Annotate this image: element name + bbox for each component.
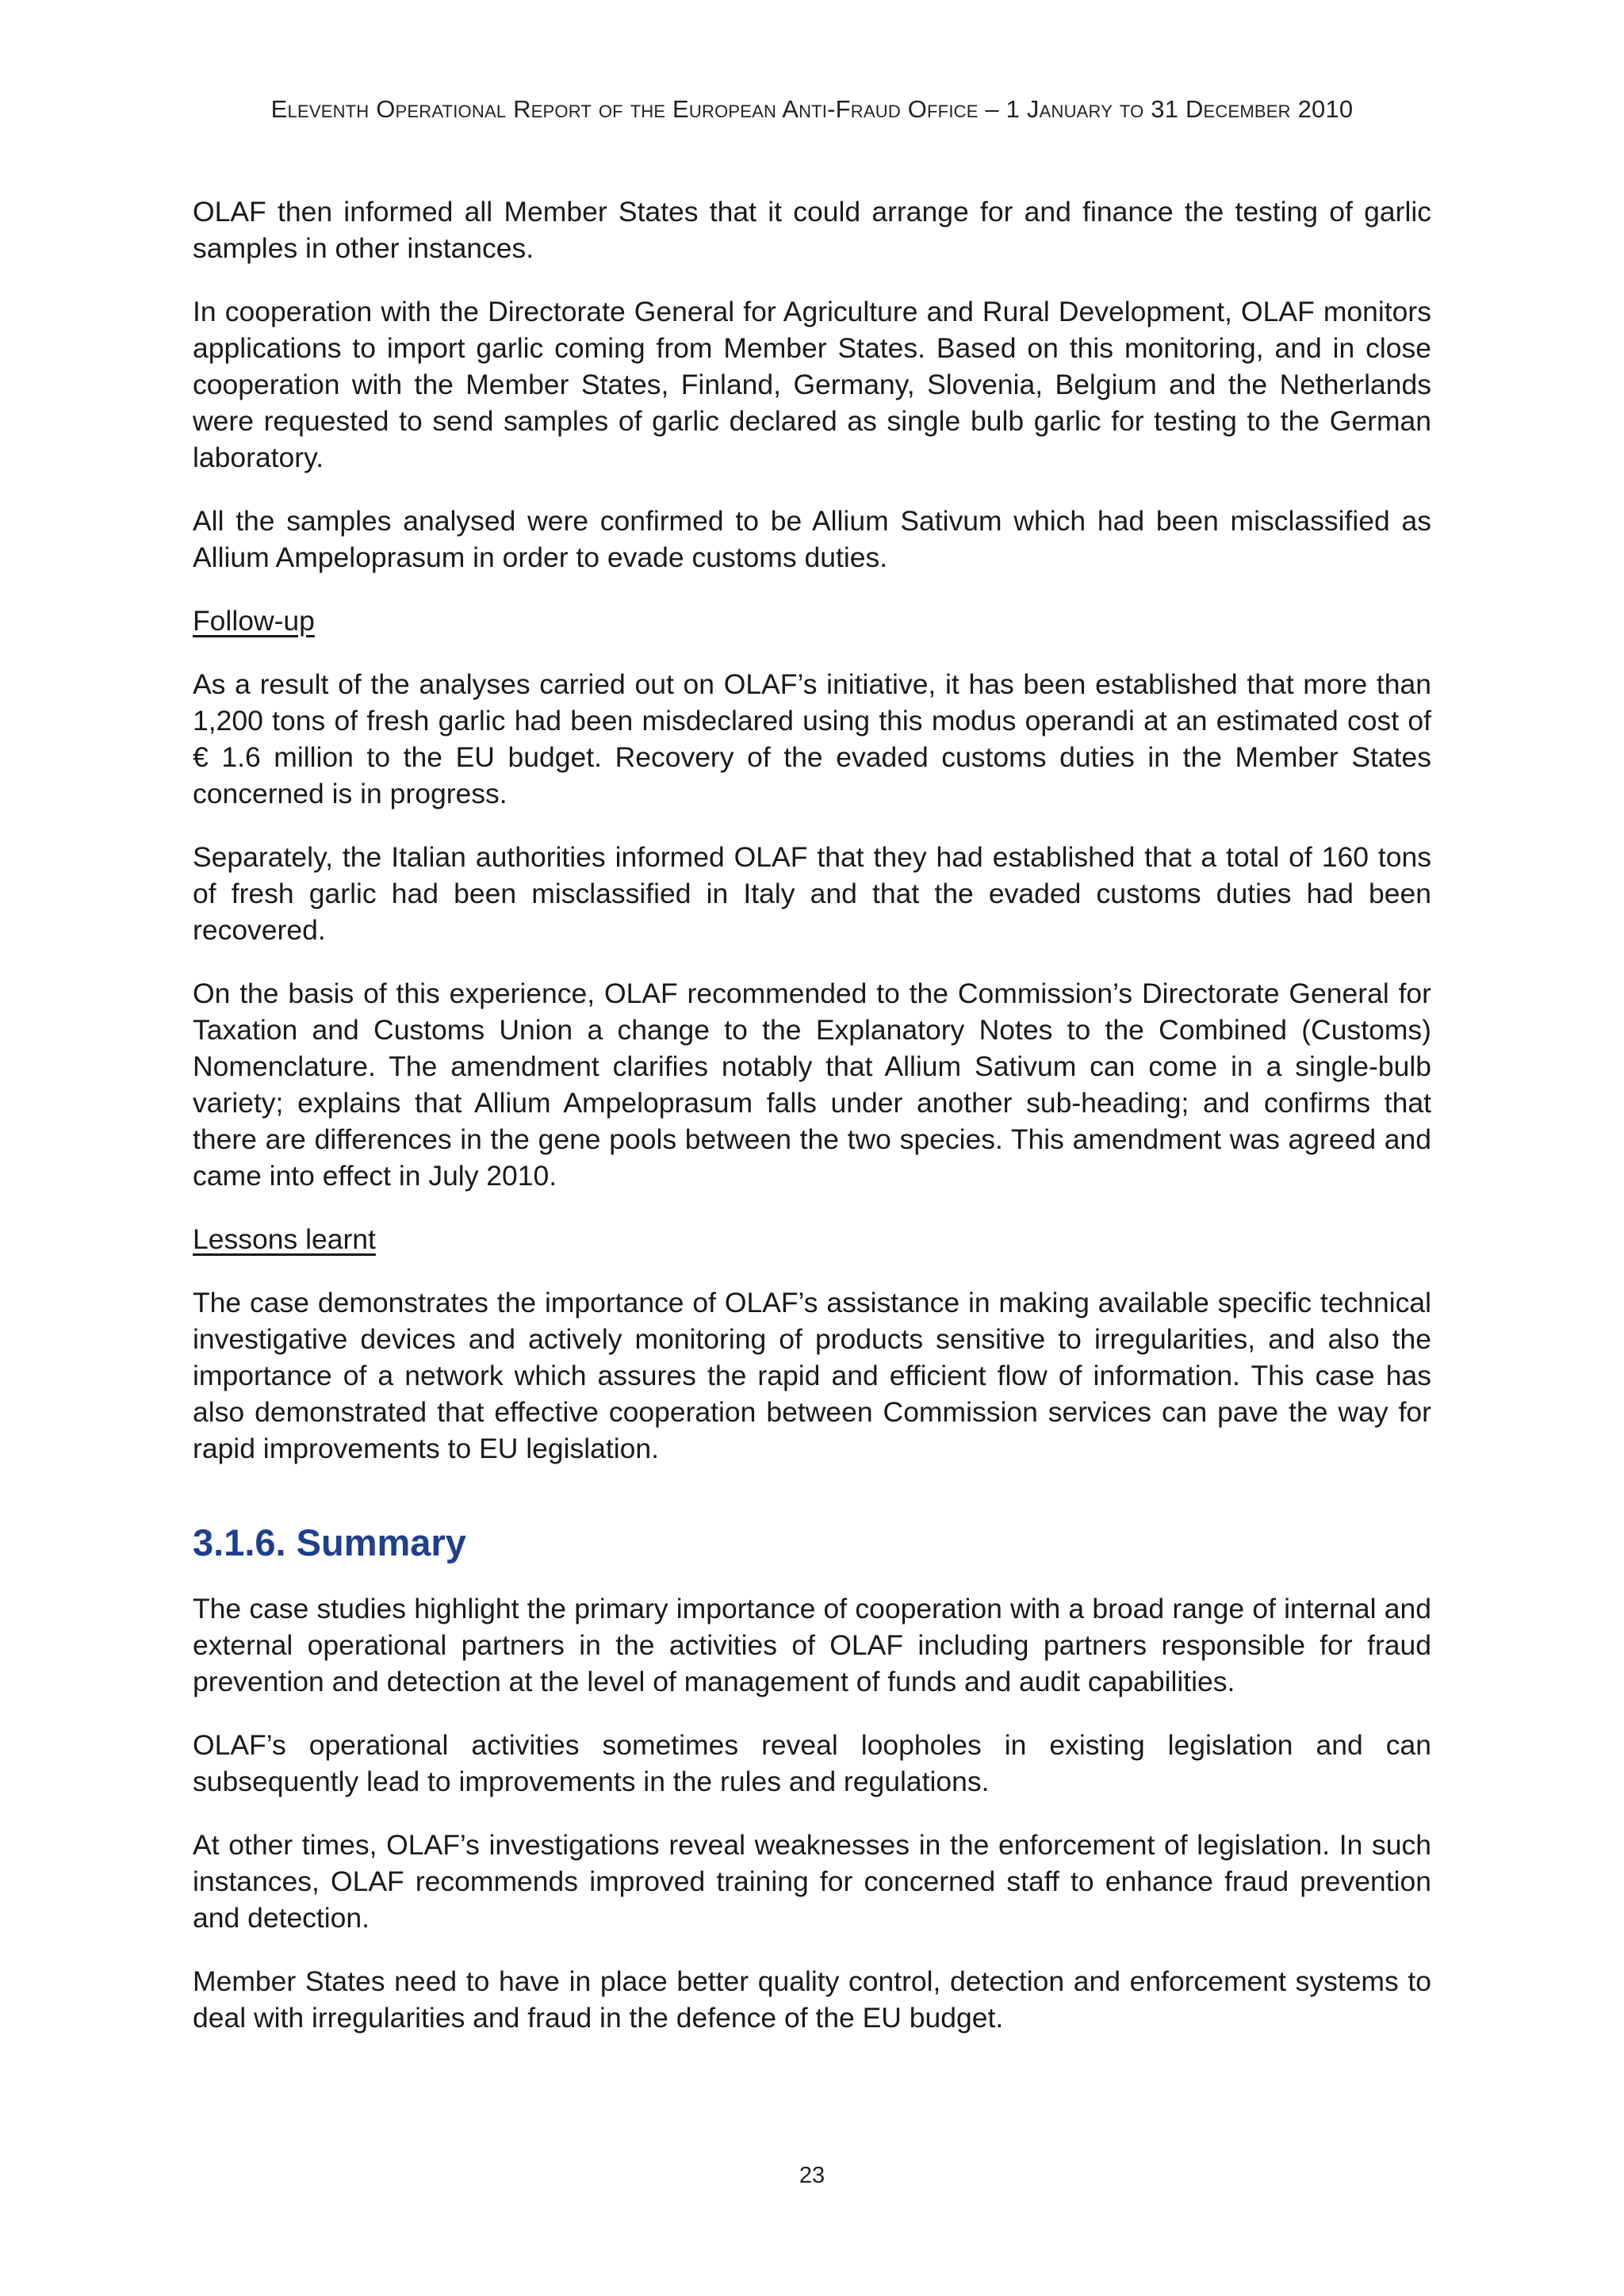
paragraph-garlic-testing: OLAF then informed all Member States that it could arrange for and finance the testing of garlic samples in other instances. <box>193 196 1431 264</box>
paragraph-samples-analysed: All the samples analysed were confirmed to be Allium Sativum which had been misclassified as Allium Ampeloprasum in order to evade customs duties. <box>193 505 1431 573</box>
section-title-summary: 3.1.6. Summary <box>193 1521 466 1563</box>
page-number: 23 <box>799 2163 825 2188</box>
paragraph-import-monitoring: In cooperation with the Directorate General for Agriculture and Rural Development, OLAF monitors applications to import garlic coming from Member States. Based on this monitoring, and in close cooperation with the Member States, Finland, Germany, Slovenia, Belgium and the Netherlands were requested to send samples of garlic declared as single bulb garlic for testing to the German laboratory. <box>193 296 1431 473</box>
subheading-follow-up: Follow-up <box>193 605 315 637</box>
subheading-lessons-learnt: Lessons learnt <box>193 1223 376 1255</box>
paragraph-italian-authorities: Separately, the Italian authorities informed OLAF that they had established that a total of 160 tons of fresh garlic had been misclassified in Italy and that the evaded customs duties had been recovered. <box>193 841 1431 946</box>
paragraph-loopholes: OLAF’s operational activities sometimes reveal loopholes in existing legislation and can subsequently lead to improvements in the rules and regulations. <box>193 1729 1431 1797</box>
paragraph-case-importance: The case demonstrates the importance of OLAF’s assistance in making available specific technical investigative devices and actively monitoring of products sensitive to irregularities, and also the importance of a network which assures the rapid and efficient flow of information. This case has also demonstrated that effective cooperation between Commission services can pave the way for rapid improvements to EU legislation. <box>193 1287 1431 1464</box>
running-header <box>0 95 1624 124</box>
running-header-text: Eleventh Operational Report of the European Anti-Fraud Office – 1 January to 31 December 2010 <box>270 95 1354 123</box>
paragraph-analyses-result: As a result of the analyses carried out on OLAF’s initiative, it has been established that more than 1,200 tons of fresh garlic had been misdeclared using this modus operandi at an estimated cost of € 1.6 million to the EU budget. Recovery of the evaded customs duties in the Member States concerned is in progress. <box>193 668 1431 809</box>
paragraph-enforcement-weaknesses: At other times, OLAF’s investigations reveal weaknesses in the enforcement of legislation. In such instances, OLAF recommends improved training for concerned staff to enhance fraud prevention and detection. <box>193 1829 1431 1934</box>
paragraph-case-studies: The case studies highlight the primary importance of cooperation with a broad range of internal and external operational partners in the activities of OLAF including partners responsible for fraud prevention and detection at the level of management of funds and audit capabilities. <box>193 1593 1431 1697</box>
paragraph-amendment: On the basis of this experience, OLAF recommended to the Commission’s Directorate General for Taxation and Customs Union a change to the Explanatory Notes to the Combined (Customs) Nomenclature. The amendment clarifies notably that Allium Sativum can come in a single-bulb variety; explains that Allium Ampeloprasum falls under another sub-heading; and confirms that there are differences in the gene pools between the two species. This amendment was agreed and came into effect in July 2010. <box>193 978 1431 1192</box>
page-body <box>193 193 1431 2063</box>
paragraph-member-states: Member States need to have in place better quality control, detection and enforcement systems to deal with irregularities and fraud in the defence of the EU budget. <box>193 1965 1431 2034</box>
